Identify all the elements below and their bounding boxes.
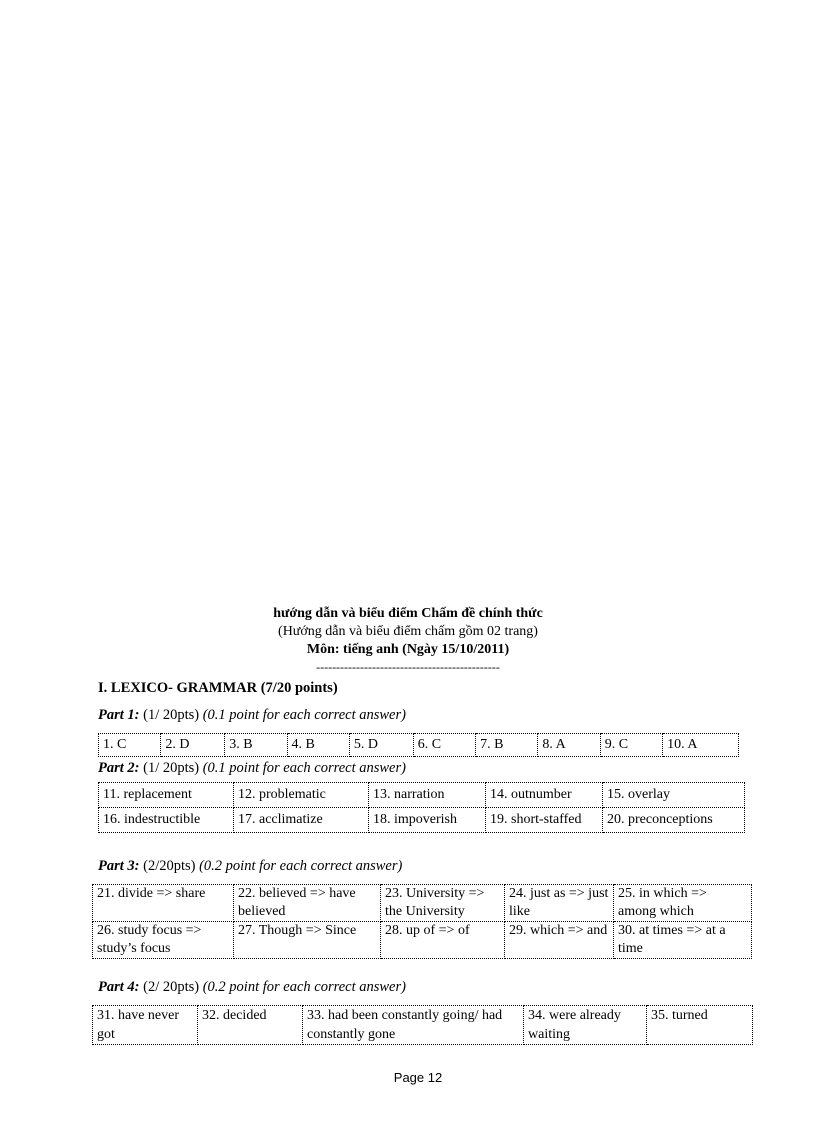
answer-cell: 9. C [600, 734, 662, 757]
part-1-heading [98, 707, 406, 724]
part-note: (0.2 point for each correct answer) [199, 858, 403, 874]
answer-cell: 32. decided [198, 1006, 303, 1045]
answer-cell: 7. B [476, 734, 538, 757]
answer-cell: 29. which => and [505, 922, 614, 959]
answer-cell: 18. impoverish [369, 808, 486, 833]
answer-cell: 28. up of => of [381, 922, 505, 959]
answer-cell: 10. A [663, 734, 739, 757]
answer-cell: 11. replacement [99, 783, 234, 808]
answer-cell: 27. Though => Since [234, 922, 381, 959]
part-points: (1/ 20pts) [139, 760, 203, 776]
section-heading: I. LEXICO- GRAMMAR (7/20 points) [98, 680, 338, 696]
answer-cell: 24. just as => just like [505, 885, 614, 922]
part-label: Part 1: [98, 707, 140, 723]
table-row [93, 922, 752, 959]
answer-cell: 22. believed => have believed [234, 885, 381, 922]
answer-cell: 30. at times => at a time [614, 922, 752, 959]
answer-cell: 2. D [161, 734, 225, 757]
answer-cell: 15. overlay [603, 783, 745, 808]
answer-cell: 3. B [225, 734, 287, 757]
part-note: (0.1 point for each correct answer) [202, 760, 406, 776]
page-number: Page 12 [393, 1070, 443, 1085]
table-row [99, 783, 745, 808]
part-4-heading [98, 979, 406, 996]
table-row [93, 1006, 753, 1045]
part-label: Part 2: [98, 760, 140, 776]
subject-line: Môn: tiếng anh (Ngày 15/10/2011) [306, 642, 510, 657]
answer-cell: 26. study focus => study’s focus [93, 922, 234, 959]
answer-cell: 8. A [538, 734, 600, 757]
part-points: (1/ 20pts) [139, 707, 203, 723]
answer-cell: 25. in which => among which [614, 885, 752, 922]
answer-cell: 35. turned [647, 1006, 753, 1045]
part-label: Part 3: [98, 858, 140, 874]
answer-cell: 13. narration [369, 783, 486, 808]
answer-cell: 34. were already waiting [524, 1006, 647, 1045]
answer-cell: 16. indestructible [99, 808, 234, 833]
part-3-answer-table [92, 884, 752, 959]
answer-cell: 17. acclimatize [234, 808, 369, 833]
part-note: (0.1 point for each correct answer) [202, 707, 406, 723]
answer-cell: 23. University => the University [381, 885, 505, 922]
part-1-answer-table [98, 733, 739, 757]
answer-cell: 19. short-staffed [486, 808, 603, 833]
table-row [99, 808, 745, 833]
table-row [93, 885, 752, 922]
part-4-answer-table [92, 1005, 753, 1045]
document-title: hướng dẫn và biểu điểm Chấm đề chính thức [273, 606, 543, 621]
header-divider: ---------------------------------------------- [316, 660, 500, 674]
answer-cell: 31. have never got [93, 1006, 198, 1045]
answer-cell: 5. D [349, 734, 413, 757]
answer-cell: 12. problematic [234, 783, 369, 808]
part-2-answer-table [98, 782, 745, 833]
answer-cell: 6. C [413, 734, 475, 757]
answer-cell: 14. outnumber [486, 783, 603, 808]
part-3-heading [98, 858, 402, 875]
answer-cell: 33. had been constantly going/ had constantly gone [303, 1006, 524, 1045]
document-subtitle: (Hướng dẫn và biểu điểm chấm gồm 02 trang) [278, 624, 538, 639]
answer-cell: 21. divide => share [93, 885, 234, 922]
answer-cell: 20. preconceptions [603, 808, 745, 833]
answer-cell: 1. C [99, 734, 161, 757]
part-2-heading [98, 760, 406, 777]
part-label: Part 4: [98, 979, 140, 995]
part-note: (0.2 point for each correct answer) [202, 979, 406, 995]
part-points: (2/20pts) [139, 858, 200, 874]
part-points: (2/ 20pts) [139, 979, 203, 995]
answer-cell: 4. B [287, 734, 349, 757]
